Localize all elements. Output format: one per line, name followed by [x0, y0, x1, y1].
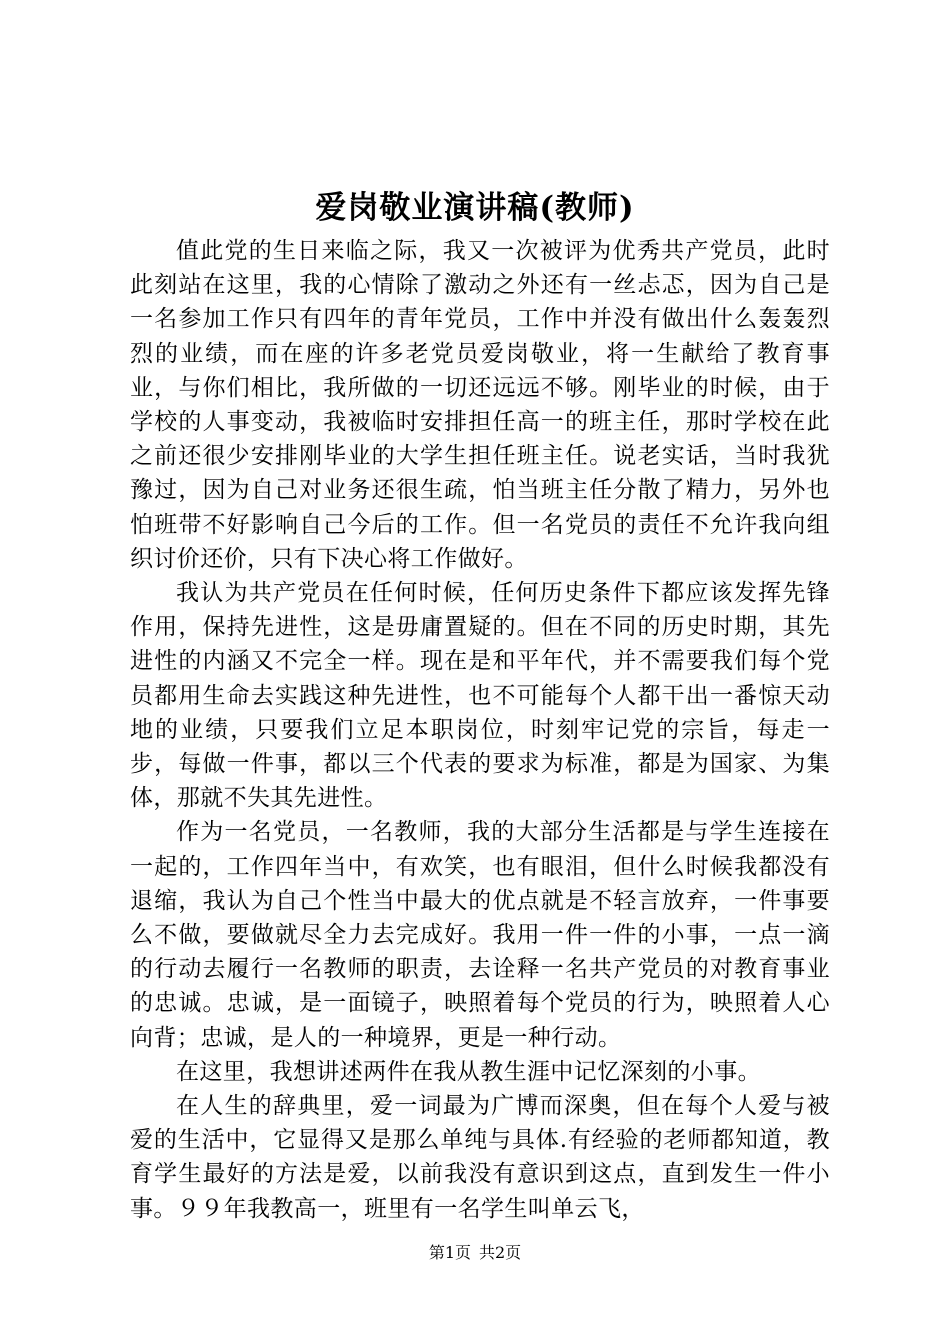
- document-title: 爱岗敬业演讲稿(教师): [315, 190, 635, 226]
- paragraph-5: 在人生的辞典里，爱一词最为广博而深奥，但在每个人爱与被爱的生活中，它显得又是那么单纯与具体.有经验的老师都知道，教育学生最好的方法是爱，以前我没有意识到这点，直到发生一件小事。９９年我教高一，班里有一名学生叫单云飞，: [130, 1093, 830, 1222]
- paragraph-1: 值此党的生日来临之际，我又一次被评为优秀共产党员，此时此刻站在这里，我的心情除了激动之外还有一丝忐忑，因为自己是一名参加工作只有四年的青年党员，工作中并没有做出什么轰轰烈烈的业绩，而在座的许多老党员爱岗敬业，将一生献给了教育事业，与你们相比，我所做的一切还远远不够。刚毕业的时候，由于学校的人事变动，我被临时安排担任高一的班主任，那时学校在此之前还很少安排刚毕业的大学生担任班主任。说老实话，当时我犹豫过，因为自己对业务还很生疏，怕当班主任分散了精力，另外也怕班带不好影响自己今后的工作。但一名党员的责任不允许我向组织讨价还价，只有下决心将工作做好。: [130, 238, 830, 572]
- paragraph-2: 我认为共产党员在任何时候，任何历史条件下都应该发挥先锋作用，保持先进性，这是毋庸置疑的。但在不同的历史时期，其先进性的内涵又不完全一样。现在是和平年代，并不需要我们每个党员都用生命去实践这种先进性，也不可能每个人都干出一番惊天动地的业绩，只要我们立足本职岗位，时刻牢记党的宗旨，每走一步，每做一件事，都以三个代表的要求为标准，都是为国家、为集体，那就不失其先进性。: [130, 580, 830, 812]
- paragraph-4: 在这里，我想讲述两件在我从教生涯中记忆深刻的小事。: [176, 1058, 761, 1085]
- page-total: 共2页: [479, 1243, 522, 1262]
- page-number: 第1页: [428, 1243, 471, 1262]
- document-body: [130, 234, 830, 1226]
- paragraph-3: 作为一名党员，一名教师，我的大部分生活都是与学生连接在一起的，工作四年当中，有欢笑，也有眼泪，但什么时候我都没有退缩，我认为自己个性当中最大的优点就是不轻言放弃，一件事要么不做，要做就尽全力去完成好。我用一件一件的小事，一点一滴的行动去履行一名教师的职责，去诠释一名共产党员的对教育事业的忠诚。忠诚，是一面镜子，映照着每个党员的行为，映照着人心向背；忠诚，是人的一种境界，更是一种行动。: [130, 819, 830, 1051]
- page-footer: [0, 1243, 950, 1263]
